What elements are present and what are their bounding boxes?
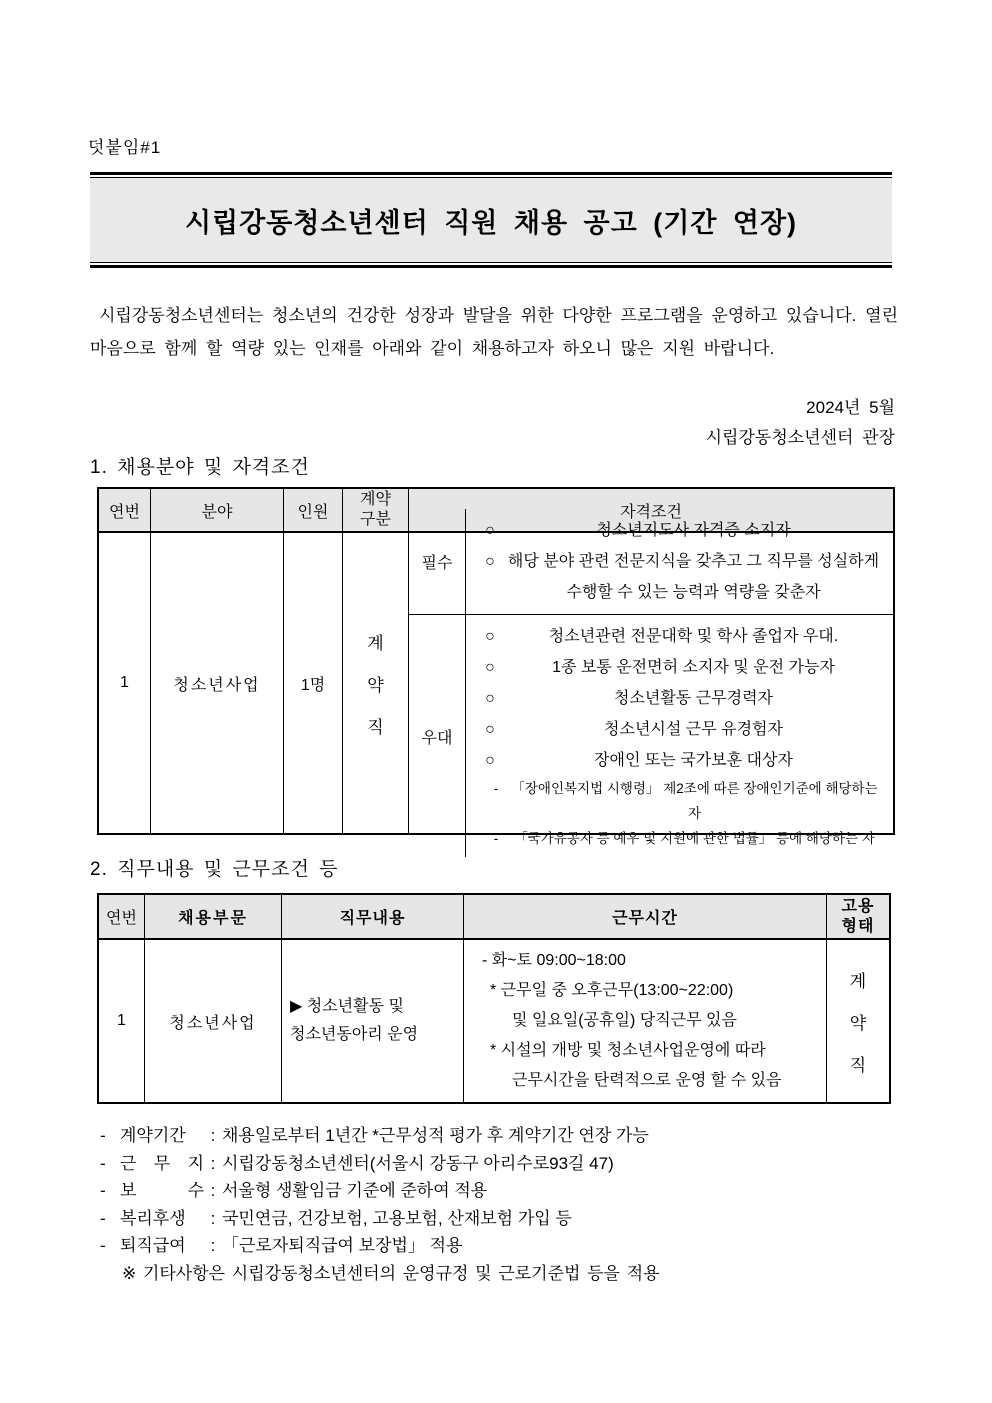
preferred-content [466, 615, 893, 857]
recruit-table-body-row [99, 522, 893, 846]
preferred-subitem-text: 「장애인복지법 시행령」 제2조에 따른 장애인기준에 해당하는 자 [511, 781, 878, 821]
preferred-item-text: 청소년관련 전문대학 및 학사 졸업자 우대. [548, 628, 839, 645]
duty-condition-table [97, 893, 891, 1104]
required-item-text: 해당 분야 관련 전문지식을 갖추고 그 직무를 성실하게 수행할 수 있는 능력과 역량을 갖춘자 [507, 553, 880, 601]
dash-bullet-icon: - [100, 1181, 106, 1200]
required-item [478, 546, 885, 608]
title-banner [90, 172, 892, 268]
preferred-item [478, 652, 885, 683]
dash-bullet-icon: - [100, 1236, 106, 1255]
attachment-label: 덧붙임#1 [88, 138, 162, 157]
row-worktime-cell [464, 940, 827, 1102]
required-content [466, 509, 893, 614]
contract-char: 계 [367, 633, 384, 653]
row-employment-cell [827, 940, 889, 1102]
circle-bullet-icon: ○ [485, 659, 495, 676]
dash-bullet-icon: - [100, 1126, 106, 1145]
col-header-contract-line2: 구분 [360, 511, 391, 528]
worktime-line: * 시설의 개방 및 청소년사업운영에 따라 [490, 1042, 766, 1059]
colon-separator: : [210, 1126, 216, 1145]
required-item [478, 515, 885, 546]
preferred-item [478, 714, 885, 745]
preferred-subitem-text: 「국가유공자 등 예우 및 지원에 관한 법률」 등에 해당하는 자 [514, 831, 875, 846]
col-header-employment-line2: 형태 [841, 917, 875, 935]
note-label: 근 무 지 [120, 1153, 204, 1173]
row-contract-cell [343, 533, 409, 833]
contract-vertical-text [367, 629, 383, 738]
col-header-employment [827, 895, 889, 938]
col-header-no: 연번 [99, 895, 145, 938]
worktime-line: 및 일요일(공휴일) 당직근무 있음 [512, 1012, 737, 1029]
preferred-label: 우대 [409, 615, 466, 857]
col-header-field: 분야 [151, 489, 284, 531]
note-value: 「근로자퇴직급여 보장법」 적용 [222, 1236, 463, 1255]
circle-bullet-icon: ○ [485, 752, 495, 769]
preferred-qualifications-row [409, 615, 893, 857]
required-item-text: 청소년지도사 자격증 소지자 [596, 522, 791, 539]
note-label: 보 수 [120, 1181, 204, 1200]
row-headcount-cell: 1명 [284, 533, 343, 833]
required-label: 필수 [409, 509, 466, 614]
circle-bullet-icon: ○ [485, 522, 495, 539]
conditions-note-list [100, 1122, 900, 1287]
required-qualifications-row [409, 509, 893, 615]
circle-bullet-icon: ○ [485, 721, 495, 738]
preferred-item-text: 청소년활동 근무경력자 [613, 690, 773, 707]
note-item [100, 1150, 900, 1178]
preferred-item [478, 621, 885, 652]
footnote-line: ※ 기타사항은 시립강동청소년센터의 운영규정 및 근로기준법 등을 적용 [122, 1263, 660, 1283]
signature-line: 시립강동청소년센터 관장 [705, 428, 895, 447]
dash-bullet-icon: - [100, 1153, 106, 1173]
duty-line: ▶ 청소년활동 및 [290, 998, 404, 1015]
colon-separator: : [210, 1153, 216, 1173]
col-header-headcount: 인원 [284, 489, 343, 531]
row-no-cell: 1 [99, 940, 145, 1102]
row-field-cell: 청소년사업 [151, 533, 284, 833]
circle-bullet-icon: ○ [485, 690, 495, 707]
row-no-cell: 1 [99, 533, 151, 833]
employment-char: 약 [849, 1013, 867, 1033]
duty-table-header-row [99, 895, 889, 940]
preferred-subitem [478, 776, 885, 826]
worktime-line: - 화~토 09:00~18:00 [482, 952, 626, 969]
qualification-cell [409, 522, 893, 846]
col-header-worktime: 근무시간 [464, 895, 827, 938]
employment-char: 직 [849, 1055, 867, 1075]
note-value: 서울형 생활임금 기준에 준하여 적용 [222, 1181, 488, 1200]
dash-bullet-icon: - [100, 1208, 106, 1228]
note-item [100, 1122, 900, 1150]
dash-bullet-icon: - [493, 831, 499, 846]
duty-table-body-row [99, 940, 889, 1102]
employment-char: 계 [849, 971, 867, 991]
preferred-item-text: 장애인 또는 국가보훈 대상자 [594, 752, 793, 769]
note-value: 시립강동청소년센터(서울시 강동구 아리수로93길 47) [222, 1153, 614, 1173]
contract-char: 약 [367, 675, 384, 695]
employment-vertical-text [850, 967, 866, 1076]
worktime-line: * 근무일 중 오후근무(13:00~22:00) [490, 982, 734, 999]
note-value: 채용일로부터 1년간 *근무성적 평가 후 계약기간 연장 가능 [222, 1126, 649, 1145]
preferred-item-text: 청소년시설 근무 유경험자 [604, 721, 783, 738]
section2-heading: 2. 직무내용 및 근무조건 등 [90, 859, 339, 880]
col-header-employment-line1: 고용 [841, 897, 875, 915]
section1-heading: 1. 채용분야 및 자격조건 [90, 457, 310, 478]
duty-line: 청소년동아리 운영 [290, 1026, 419, 1043]
intro-paragraph: 시립강동청소년센터는 청소년의 건강한 성장과 발달을 위한 다양한 프로그램을 운영하고 있습니다. 열린 마음으로 함께 할 역량 있는 인재를 아래와 같이 채용하고자 하오니 많은 지원 바랍니다. [90, 306, 898, 358]
row-duty-cell [282, 940, 464, 1102]
note-item [100, 1205, 900, 1233]
preferred-subitem [478, 826, 885, 851]
col-header-dept: 채용부문 [145, 895, 282, 938]
col-header-no: 연번 [99, 489, 151, 531]
colon-separator: : [210, 1208, 216, 1228]
contract-char: 직 [367, 717, 384, 737]
note-item [100, 1177, 900, 1205]
col-header-contract [343, 489, 409, 531]
preferred-item [478, 745, 885, 776]
note-value: 국민연금, 건강보험, 고용보험, 산재보험 가입 등 [222, 1208, 572, 1228]
date-line: 2024년 5월 [806, 398, 895, 417]
dash-bullet-icon: - [493, 781, 499, 796]
recruit-field-table [97, 487, 895, 846]
note-item [100, 1232, 900, 1260]
circle-bullet-icon: ○ [485, 628, 495, 645]
row-dept-cell: 청소년사업 [145, 940, 282, 1102]
note-label: 퇴직급여 [120, 1236, 186, 1255]
colon-separator: : [210, 1236, 216, 1255]
col-header-qualification: 자격조건 [620, 503, 682, 521]
note-label: 계약기간 [120, 1126, 186, 1145]
banner-bottom-rule [90, 265, 892, 268]
circle-bullet-icon: ○ [485, 553, 495, 570]
colon-separator: : [210, 1181, 216, 1200]
preferred-item [478, 683, 885, 714]
col-header-contract-line1: 계약 [360, 491, 391, 508]
worktime-line: 근무시간을 탄력적으로 운영 할 수 있음 [512, 1072, 782, 1089]
page-title: 시립강동청소년센터 직원 채용 공고 (기간 연장) [90, 177, 892, 263]
preferred-item-text: 1종 보통 운전면허 소지자 및 운전 가능자 [552, 659, 835, 676]
col-header-duty: 직무내용 [282, 895, 464, 938]
note-label: 복리후생 [120, 1208, 186, 1228]
